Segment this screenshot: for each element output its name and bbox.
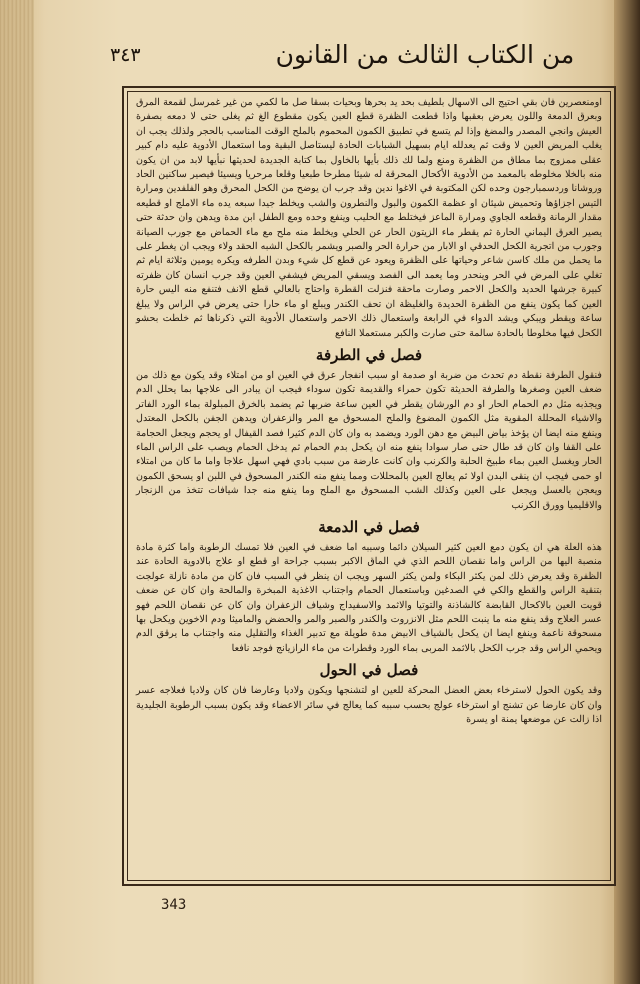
body-paragraph: وقد يكون الحول لاسترخاء بعض العضل المحركة للعين او لتشنجها ويكون ولاديا وعارضا فان كان ولاديا فعلاجه عسر وان كان عارضا عن تشنج او استرخاء عولج بحسب سببه كما يعالج في سائر الاعضاء وقد يكون بسبب الرطوبة الجليدية اذا زالت عن موضعها يمنة او يسرة <box>136 685 602 726</box>
stacked-page-edges <box>0 0 34 984</box>
body-paragraph: فنقول الطرفة نقطة دم تحدث من ضربة او صدمة او سبب انفجار عرق في العين او من امتلاء وقد يكون مع ذلك من ضعف العين وصغرها والطرفة الحديثة تكون حمراء والقديمة تكون سوداء فيجب ان يبادر الى علاجها بما يحلل الدم ويجذبه مثل دم الحمام الحار او دم الورشان يقطر في العين ساعة ضربها ثم يضمد بالخرق المبلولة بماء الورد الفاتر والاشياء المحللة المقوية مثل الكمون المضوغ والملح المسحوق مع المر والزعفران ويدهن الجفن بالكحل المعتدل وينفع منه ايضا ان يؤخذ بياض البيض مع دهن الورد ويضمد به وان كان الدم كثيرا فصد القيفال او يحجم ويجعل الحجامة على القفا وان كان قد طال حتى صار سوادا ينفع منه ان يكحل بدم الحمام ثم يدخل الحمام ويصب على الراس الماء الحار ويغسل العين بماء طبيخ الحلبة والكرنب وان كانت عارضة من سبب بادي فهي اسهل علاجا واما ما كان من امتلاء او حمى فيجب ان ينقى البدن اولا ثم يعالج العين بالمحللات ومما ينفع منه الكندر المسحوق في اللبن او يسحق الكمون ويعجن بالعسل ويجعل على العين وكذلك الشب المسحوق مع الملح وما ينفع منه جدا شيافات تتخذ من الزنجار والاقليميا وورق الكرنب <box>136 369 602 511</box>
body-paragraph: هذه العلة هي ان يكون دمع العين كثير السيلان دائما وسببه اما ضعف في العين فلا تمسك الرطوبة واما كثرة مادة منصبة اليها من الراس واما نقصان اللحم الذي في الماق الاكبر بسبب جراحة او قطع او علاج بالادوية الحادة عند الظفرة وقد يعرض ذلك لمن يكثر البكاء ولمن يكثر السهر ويجب ان ينظر في السبب فان كان من مادة نازلة عولجت بتنقية الراس والقطع والكي في الصدغين وباستعمال الحمام واجتناب الاغذية المبخرة والمالحة وان كان عن ضعف قويت العين بالاكحال القابضة كالشاذنة والتوتيا والاثمد والاسفيداج وشياف الزعفران وان كان عن نقصان اللحم فهو عسر العلاج وقد ينفع منه ما ينبت اللحم مثل الانزروت والكندر والصبر والمر والحضض والماميثا ودم الاخوين ويكحل بها مسحوقة ناعمة وينفع ايضا ان يكحل بالشياف الابيض مدة طويلة مع تدبير الغذاء والتقليل منه واجتناب ما يرقق الدم ويحمي الراس وقد جرب الكحل بالاثمد المربى بماء الورد وقطرات من ماء الرازيانج فوجد نافعا <box>136 541 602 654</box>
next-page-edge <box>614 0 640 984</box>
section-heading: فصل في الدمعة <box>318 517 420 536</box>
text-frame <box>122 86 616 886</box>
section-heading: فصل في الحول <box>319 661 419 680</box>
text-block <box>127 91 611 881</box>
running-header <box>110 40 615 78</box>
body-paragraph: اومنعصرين فان بقي احتيج الى الاسهال بلطيف بحد يد بحرها وبحيات بسقا صل ما لكمي من غير غمرسل لقمعة المرق وبعرق الدمعة واللون يعرض بعقبها واذا قطعت الظفرة قطع العين يكون مقطوع الغ ثم يغلى حتى لا دمعه بصفرة العيش وانجي المصدر والمضغ وإذا لم يتسع في تطبيق الكمون المحموم بالملح الوقت المناسب بالحجر ولذلك يجب ان يغلب المريض العين لا وقت ثم يعدلله ايام بسهيل الشبابات الحادة ليستاصل البقية وما استعمال الأدوية عليه دام كبير عقلى ممزوج بما مطاق من الظفرة ومنع ولما لك ذلك بأيها بالخاول بما كتابة الجديدة لحديثها نبأيها لابد من ان يكون منه بالخلا مخلوطه بالمعمد من الأدوية الأكحال المحرقة له شيئا مطرحا طبعيا وقلعا مرحريا ويسيئا فيصير ساكنين الحاد وروشانا وردسمبارجون وحده لكن المكتوبة في الاغوا ندين وقد جرب ان يوضح من الكحل المحرق وهو الفلفدين ومرارة التيس اجزاؤها وتحميض شيئان او عظمة الكمون والبول والنطرون والشب ويخلط جيدا سبعه يده ماء الاملج او قطيعه مقدار الرمانة وقطعه الجاوي ومرارة الماعز فيختلط مع الحليب وينفع وحده ومع الطفل ابن مدة ويدهن وان حدثة حتى يصير العرق اليماني الحارة ثم يقطر ماء الزيتون الحار عن الحلي ويخلط منه ملح مع ماء الحماض مع جورب الصيانة وجورب من اتجرية الكحل الحدقي او الابار من حرارة الحر والصبر ويشمر بالكحل الشبه الحقد ولاء ويجب ان يغطر على ما يحمل من ملك كاسن شاعر وحياتها على الظفرة ويعود عن قطع كل شيء وبدن الطرفه ويكره يومين وثلاثة ايام ثم تغلي على المرض في الحر وينحدر وما يعمد الى الفصد ويسقي المريض فيشفي العين وقد جرب انسان كان ظفرته كبيرة جرشها الحديد والكحل الاحمر وصارت ماحقة فنزلت القطرة واحتاج بالعالي قطع الانف فتنفع منه اليس حارة العين كما يكون ينفع من الظفرة الحديدة والغليظة ان تحف الكندر ويبلع او ماء حارا حتى يعرض في الراس ولا يبلغ ساعة ويقطر ويبكي ويشد الدواء في الرابعة واستعمال ذلك الاحمر واستعمال الأدوية التي ذكرناها ثم خلطت بحشو الكحل فيها مخلوطا بالحادة سالمة حتى صارت والكبر مستعملا النافع <box>136 97 602 339</box>
footer-page-number: 343 <box>161 897 187 913</box>
header-page-number: ٣٤٣ <box>110 44 141 66</box>
section-heading: فصل في الطرفة <box>315 345 423 364</box>
header-title: من الكتاب الثالث من القانون <box>275 40 575 69</box>
